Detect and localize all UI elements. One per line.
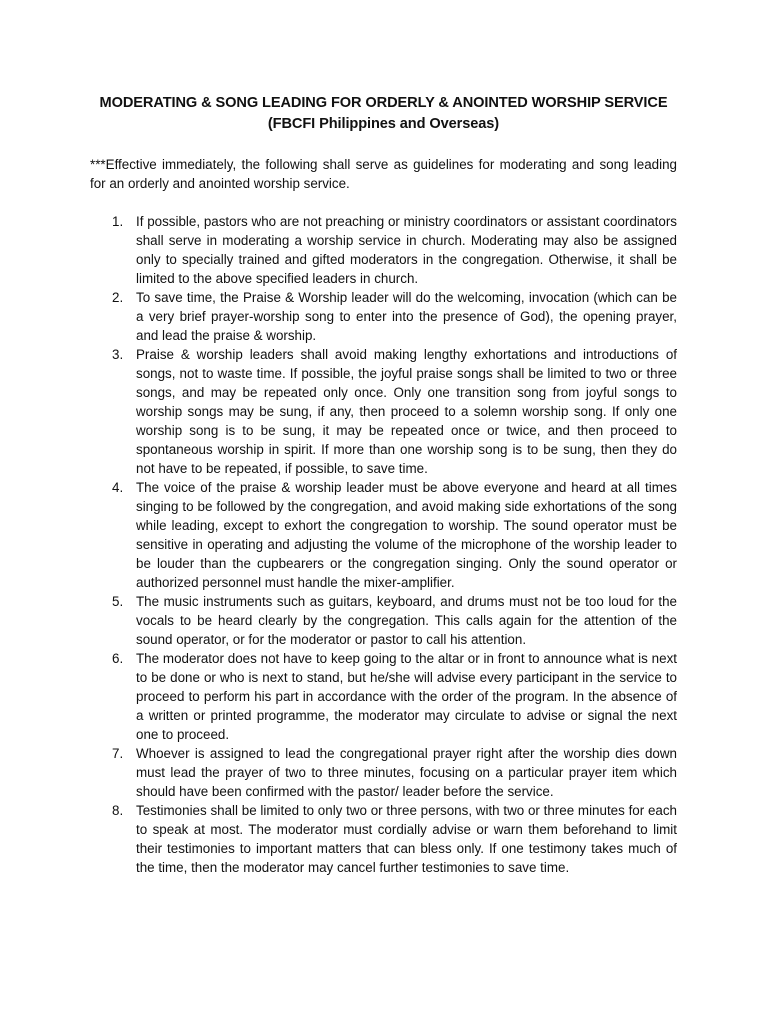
list-item <box>90 212 677 288</box>
list-item-text: If possible, pastors who are not preaching or ministry coordinators or assistant coordinators shall serve in moderating a worship service in church. Moderating may also be assigned only to specially trained and gifted moderators in the congregation. Otherwise, it shall be limited to the above specified leaders in church. <box>136 214 677 286</box>
list-item-number: 2. <box>112 290 124 305</box>
list-item-text: The music instruments such as guitars, keyboard, and drums must not be too loud for the vocals to be heard clearly by the congregation. This calls again for the attention of the sound operator, or for the moderator or pastor to call his attention. <box>136 594 677 647</box>
list-item-number: 5. <box>112 594 124 609</box>
list-item-number: 7. <box>112 746 124 761</box>
list-item <box>90 592 677 649</box>
list-item-number: 1. <box>112 214 124 229</box>
list-item-text: Testimonies shall be limited to only two or three persons, with two or three minutes for each to speak at most. The moderator must cordially advise or warn them beforehand to limit their testimonies to important matters that can bless only. If one testimony takes much of the time, then the moderator may cancel further testimonies to save time. <box>136 803 677 875</box>
list-item <box>90 345 677 478</box>
title-line-2: (FBCFI Philippines and Overseas) <box>267 116 500 132</box>
document-page <box>90 93 677 877</box>
list-item <box>90 801 677 877</box>
list-item-number: 4. <box>112 480 124 495</box>
intro-paragraph: ***Effective immediately, the following shall serve as guidelines for moderating and song leading for an orderly and anointed worship service. <box>90 157 677 191</box>
list-item-text: The voice of the praise & worship leader must be above everyone and heard at all times singing to be followed by the congregation, and avoid making side exhortations of the song while leading, except to exhort the congregation to worship. The sound operator must be sensitive in operating and adjusting the volume of the microphone of the worship leader to be louder than the cupbearers or the congregation singing. Only the sound operator or authorized personnel must handle the mixer-amplifier. <box>136 480 677 590</box>
list-item-number: 6. <box>112 651 124 666</box>
list-item-text: Whoever is assigned to lead the congregational prayer right after the worship dies down must lead the prayer of two to three minutes, focusing on a particular prayer item which should have been confirmed with the pastor/ leader before the service. <box>136 746 677 799</box>
list-item <box>90 649 677 744</box>
list-item <box>90 744 677 801</box>
list-item-text: To save time, the Praise & Worship leader will do the welcoming, invocation (which can be a very brief prayer-worship song to enter into the presence of God), the opening prayer, and lead the praise & worship. <box>136 290 677 343</box>
list-item-text: Praise & worship leaders shall avoid making lengthy exhortations and introductions of songs, not to waste time. If possible, the joyful praise songs shall be limited to two or three songs, and may be repeated only once. Only one transition song from joyful songs to worship songs may be sung, if any, then proceed to a solemn worship song. If only one worship song is to be sung, it may be repeated once or twice, and then proceed to spontaneous worship in spirit. If more than one worship song is to be sung, then they do not have to be repeated, if possible, to save time. <box>136 347 677 476</box>
document-title <box>90 93 677 135</box>
list-item-number: 8. <box>112 803 124 818</box>
list-item-text: The moderator does not have to keep going to the altar or in front to announce what is next to be done or who is next to stand, but he/she will advise every participant in the service to proceed to perform his part in accordance with the order of the program. In the absence of a written or printed programme, the moderator may circulate to advise or signal the next one to proceed. <box>136 651 677 742</box>
list-item <box>90 478 677 592</box>
list-item <box>90 288 677 345</box>
list-item-number: 3. <box>112 347 124 362</box>
title-line-1: MODERATING & SONG LEADING FOR ORDERLY & ANOINTED WORSHIP SERVICE <box>99 95 668 111</box>
guidelines-list <box>90 212 677 877</box>
